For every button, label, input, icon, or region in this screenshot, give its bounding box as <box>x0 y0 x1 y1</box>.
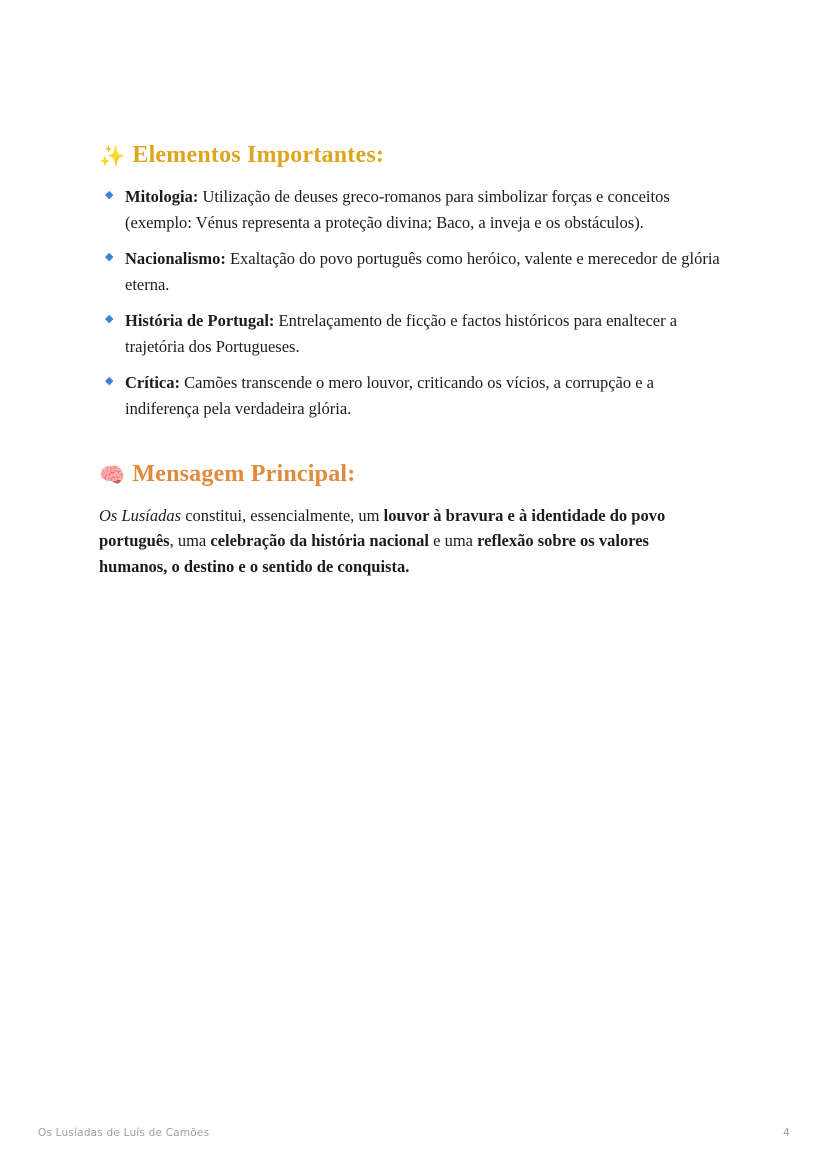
elementos-list <box>99 184 729 423</box>
list-item-label: Crítica: <box>125 373 180 393</box>
section-heading-elementos <box>99 140 729 170</box>
footer-page-number: 4 <box>783 1127 790 1139</box>
section-title-text: Mensagem Principal: <box>132 460 356 487</box>
list-item <box>99 370 729 422</box>
list-item-text: Exaltação do povo português como heróico, valente e merecedor de glória eterna. <box>125 249 720 295</box>
section-spacer <box>99 433 729 459</box>
list-item-label: Mitologia: <box>125 187 199 206</box>
paragraph-bold-3: reflexão sobre os valores humanos, o destino e o sentido de conquista. <box>99 531 649 576</box>
list-item-label: Nacionalismo: <box>125 249 226 269</box>
document-content <box>99 140 729 580</box>
sparkles-emoji: ✨ <box>99 144 126 168</box>
diamond-bullet-icon: ◆ <box>105 312 114 326</box>
list-item-text: Entrelaçamento de ficção e factos históricos para enaltecer a trajetória dos Portugueses. <box>125 311 678 357</box>
work-title-italic: Os Lusíadas <box>99 505 182 525</box>
paragraph-part-2: , uma <box>169 531 211 551</box>
list-item <box>99 184 729 236</box>
paragraph-part-3: e uma <box>429 531 478 551</box>
footer-document-title: Os Lusíadas de Luís de Camões <box>38 1127 210 1139</box>
section-title-text: Elementos Importantes: <box>132 142 385 168</box>
list-item-text: Utilização de deuses greco-romanos para simbolizar forças e conceitos (exemplo: Vénus representa a proteção divina; Baco, a inveja e os obstáculos). <box>125 187 670 233</box>
section-heading-mensagem <box>99 459 729 489</box>
brain-emoji: 🧠 <box>99 462 126 487</box>
diamond-bullet-icon: ◆ <box>105 374 114 388</box>
list-item-text: Camões transcende o mero louvor, criticando os vícios, a corrupção e a indiferença pela verdadeira glória. <box>125 373 654 419</box>
list-item-label: História de Portugal: <box>125 311 275 331</box>
list-item <box>99 246 729 298</box>
diamond-bullet-icon: ◆ <box>105 250 114 264</box>
page-footer <box>0 1127 828 1139</box>
diamond-bullet-icon: ◆ <box>105 188 114 201</box>
mensagem-paragraph <box>99 503 689 580</box>
paragraph-bold-1: louvor à bravura e à identidade do povo português <box>99 505 666 551</box>
list-item <box>99 308 729 360</box>
paragraph-bold-2: celebração da história nacional <box>210 531 429 551</box>
paragraph-part-1: constitui, essencialmente, um <box>181 505 384 525</box>
